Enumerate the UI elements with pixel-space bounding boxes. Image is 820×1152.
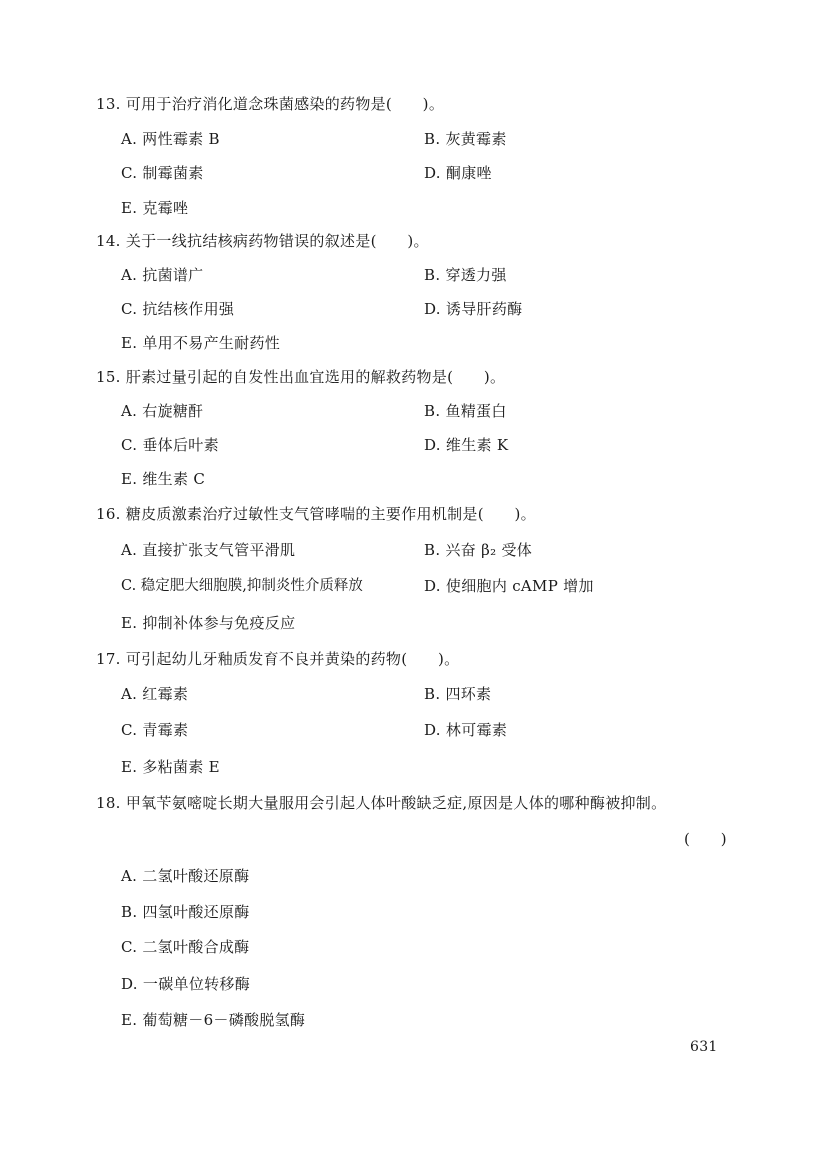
question-17-stem: 17. 可引起幼儿牙釉质发育不良并黄染的药物( )。 — [96, 650, 460, 668]
q13-option-b: B. 灰黄霉素 — [424, 130, 507, 148]
q13-option-a: A. 两性霉素 B — [121, 130, 220, 148]
q15-option-a: A. 右旋糖酐 — [121, 402, 204, 420]
q13-option-c: C. 制霉菌素 — [121, 164, 204, 182]
q17-option-c: C. 青霉素 — [121, 721, 189, 739]
q17-option-b: B. 四环素 — [424, 685, 492, 703]
question-18-stem: 18. 甲氧苄氨嘧啶长期大量服用会引起人体叶酸缺乏症,原因是人体的哪种酶被抑制。 — [96, 794, 667, 812]
q13-option-d: D. 酮康唑 — [424, 164, 492, 182]
q15-option-c: C. 垂体后叶素 — [121, 436, 219, 454]
q15-option-b: B. 鱼精蛋白 — [424, 402, 507, 420]
q16-option-c: C. 稳定肥大细胞膜,抑制炎性介质释放 — [121, 578, 363, 594]
q16-option-e: E. 抑制补体参与免疫反应 — [121, 614, 296, 632]
q18-option-e: E. 葡萄糖－6－磷酸脱氢酶 — [121, 1011, 306, 1029]
q14-option-d: D. 诱导肝药酶 — [424, 300, 523, 318]
q17-option-e: E. 多粘菌素 E — [121, 758, 220, 776]
q14-option-e: E. 单用不易产生耐药性 — [121, 334, 281, 352]
q15-option-d: D. 维生素 K — [424, 436, 509, 454]
q15-option-e: E. 维生素 C — [121, 470, 206, 488]
q18-option-a: A. 二氢叶酸还原酶 — [121, 867, 250, 885]
q17-option-a: A. 红霉素 — [121, 685, 189, 703]
q18-option-c: C. 二氢叶酸合成酶 — [121, 938, 250, 956]
question-13-stem: 13. 可用于治疗消化道念珠菌感染的药物是( )。 — [96, 95, 445, 113]
q13-option-e: E. 克霉唑 — [121, 199, 189, 217]
q16-option-d: D. 使细胞内 cAMP 增加 — [424, 577, 594, 595]
q18-answer-paren: ( ) — [684, 830, 727, 848]
q17-option-d: D. 林可霉素 — [424, 721, 508, 739]
question-14-stem: 14. 关于一线抗结核病药物错误的叙述是( )。 — [96, 232, 429, 250]
q18-option-b: B. 四氢叶酸还原酶 — [121, 903, 250, 921]
question-16-stem: 16. 糖皮质激素治疗过敏性支气管哮喘的主要作用机制是( )。 — [96, 505, 536, 523]
q14-option-a: A. 抗菌谱广 — [121, 266, 204, 284]
page-number: 631 — [690, 1039, 718, 1055]
q18-option-d: D. 一碳单位转移酶 — [121, 975, 251, 993]
q16-option-b: B. 兴奋 β₂ 受体 — [424, 541, 533, 559]
question-15-stem: 15. 肝素过量引起的自发性出血宜选用的解救药物是( )。 — [96, 368, 506, 386]
q14-option-b: B. 穿透力强 — [424, 266, 507, 284]
q16-option-a: A. 直接扩张支气管平滑肌 — [121, 541, 296, 559]
q14-option-c: C. 抗结核作用强 — [121, 300, 235, 318]
